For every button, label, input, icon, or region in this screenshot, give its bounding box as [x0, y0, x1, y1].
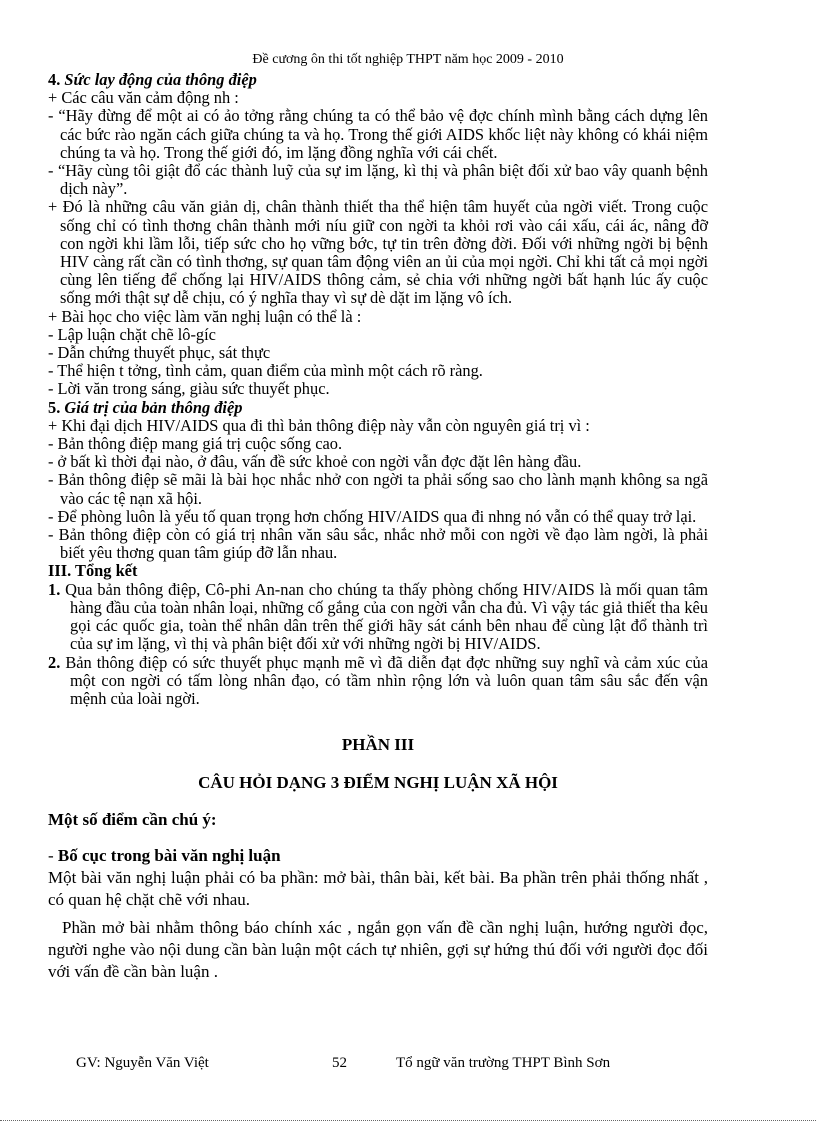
- notes-heading: Một số điểm cần chú ý:: [48, 809, 217, 829]
- footer-author: GV: Nguyễn Văn Việt: [76, 1055, 209, 1071]
- s4-line-2: - “Hãy cùng tôi giật đổ các thành luỹ của sự im lặng, kì thị và phân biệt đối xử bao vây quanh bệnh dịch này”.: [48, 161, 708, 199]
- s5-line-4: - Để phòng luôn là yếu tố quan trọng hơn chống HIV/AIDS qua đi nhng nó vẫn có thể quay trở lại.: [48, 506, 697, 526]
- section-5-heading: [48, 399, 708, 417]
- section-5-title: Giá trị của bản thông điệp: [64, 397, 243, 417]
- footer-organization: Tổ ngữ văn trường THPT Bình Sơn: [396, 1055, 611, 1071]
- s4-line-3: + Đó là những câu văn giản dị, chân thành thiết tha thể hiện tâm huyết của ngời viết. Trong cuộc sống chỉ có tình thơng chân thành mới níu giữ con ngời ta khỏi rơi vào cái xấu, cái ác, nâng đỡ con ngời khi lầm lỗi, tiếp sức cho họ vững bớc, tự tin trên đờng đời. Đối với những ngời bị bệnh HIV càng rất cần có tình thơng, sự quan tâm động viên an ủi của mọi ngời. Chỉ khi tất cả mọi ngời cùng lên tiếng để chống lại HIV/AIDS thông cảm, sẻ chia với những ngời bất hạnh lúc ấy cuộc sống mới thật sự dễ chịu, có ý nghĩa thay vì sự dè dặt im lặng vô ích.: [48, 197, 708, 308]
- s5-line-5: - Bản thông điệp còn có giá trị nhân văn sâu sắc, nhắc nhở mỗi con ngời về đạo làm ngời, là phải biết yêu thơng quan tâm giúp đỡ lẫn nhau.: [48, 525, 708, 563]
- part-subtitle: CÂU HỎI DẠNG 3 ĐIỂM NGHỊ LUẬN XÃ HỘI: [198, 773, 558, 793]
- page-header: Đề cương ôn thi tốt nghiệp THPT năm học 2009 - 2010: [252, 52, 564, 67]
- s4-line-8: - Lời văn trong sáng, giàu sức thuyết phục.: [48, 379, 330, 399]
- notes-paragraph-2: Phần mở bài nhằm thông báo chính xác , ngắn gọn vấn đề cần nghị luận, hướng người đọc, người nghe vào nội dung cần bàn luận một cách tự nhiên, gợi sự hứng thú đối với người đọc đối với vấn đề cần bàn luận .: [48, 917, 708, 981]
- summary-item-2-text: Bản thông điệp có sức thuyết phục mạnh mẽ vì đã diễn đạt đợc những suy nghĩ và cảm xúc của một con ngời có tấm lòng nhân đạo, có tầm nhìn rộng lớn và luôn quan tâm sâu sắc đến vận mệnh của loài ngời.: [65, 652, 708, 708]
- s4-line-1: - “Hãy đừng để một ai có ảo tởng rằng chúng ta có thể bảo vệ đợc chính mình bằng cách dựng lên các bức rào ngăn cách giữa chúng ta và họ. Trong thế giới AIDS khốc liệt này không có khái niệm chúng ta và họ. Trong thế giới đó, im lặng đồng nghĩa với cái chết.: [48, 106, 708, 162]
- summary-item-1-number: 1.: [48, 579, 61, 599]
- footer-dotted-rule: [0, 1120, 816, 1121]
- s4-line-4: + Bài học cho việc làm văn nghị luận có thể là :: [48, 306, 362, 326]
- part-title: PHẦN III: [341, 735, 415, 755]
- notes-paragraph-1: Một bài văn nghị luận phải có ba phần: mở bài, thân bài, kết bài. Ba phần trên phải thống nhất , có quan hệ chặt chẽ với nhau.: [48, 867, 708, 909]
- notes-subheading-dash: -: [48, 845, 58, 865]
- s5-line-2: - ở bất kì thời đại nào, ở đâu, vấn đề sức khoẻ con ngời vẫn đợc đặt lên hàng đầu.: [48, 452, 582, 472]
- s5-line-0: + Khi đại dịch HIV/AIDS qua đi thì bản thông điệp này vẫn còn nguyên giá trị vì :: [48, 415, 590, 435]
- section-4-heading: [48, 71, 708, 89]
- section-4-title: Sức lay động của thông điệp: [64, 70, 257, 89]
- s4-line-7: - Thể hiện t tởng, tình cảm, quan điểm của mình một cách rõ ràng.: [48, 361, 483, 381]
- summary-item-2-number: 2.: [48, 652, 61, 672]
- document-body: [48, 71, 708, 983]
- s4-line-0: + Các câu văn cảm động nh :: [48, 88, 239, 108]
- notes-subheading: [48, 845, 708, 867]
- section-4-number: 4.: [48, 70, 61, 89]
- summary-item-1-text: Qua bản thông điệp, Cô-phi An-nan cho chúng ta thấy phòng chống HIV/AIDS là mối quan tâm hàng đầu của toàn nhân loại, những cố gắng của con ngời vẫn cha đủ. Vì vậy tác giả thiết tha kêu gọi các quốc gia, toàn thể nhân dân trên thế giới hãy sát cánh bên nhau để cùng lật đổ thành trì của sự im lặng, vì thị và phân biệt đối xử với những ngời bị HIV/AIDS.: [65, 579, 708, 654]
- summary-item-2: [48, 654, 708, 709]
- section-5-number: 5.: [48, 397, 61, 417]
- summary-item-1: [48, 581, 708, 654]
- footer-page-number: 52: [332, 1055, 347, 1071]
- s4-line-6: - Dẫn chứng thuyết phục, sát thực: [48, 343, 271, 363]
- s5-line-3: - Bản thông điệp sẽ mãi là bài học nhắc nhở con ngời ta phải sống sao cho lành mạnh không sa ngã vào các tệ nạn xã hội.: [48, 470, 708, 508]
- notes-subheading-text: Bố cục trong bài văn nghị luận: [57, 845, 281, 865]
- s4-line-5: - Lập luận chặt chẽ lô-gíc: [48, 324, 216, 344]
- s5-line-1: - Bản thông điệp mang giá trị cuộc sống cao.: [48, 434, 343, 454]
- section-iii-heading: III. Tổng kết: [48, 561, 138, 581]
